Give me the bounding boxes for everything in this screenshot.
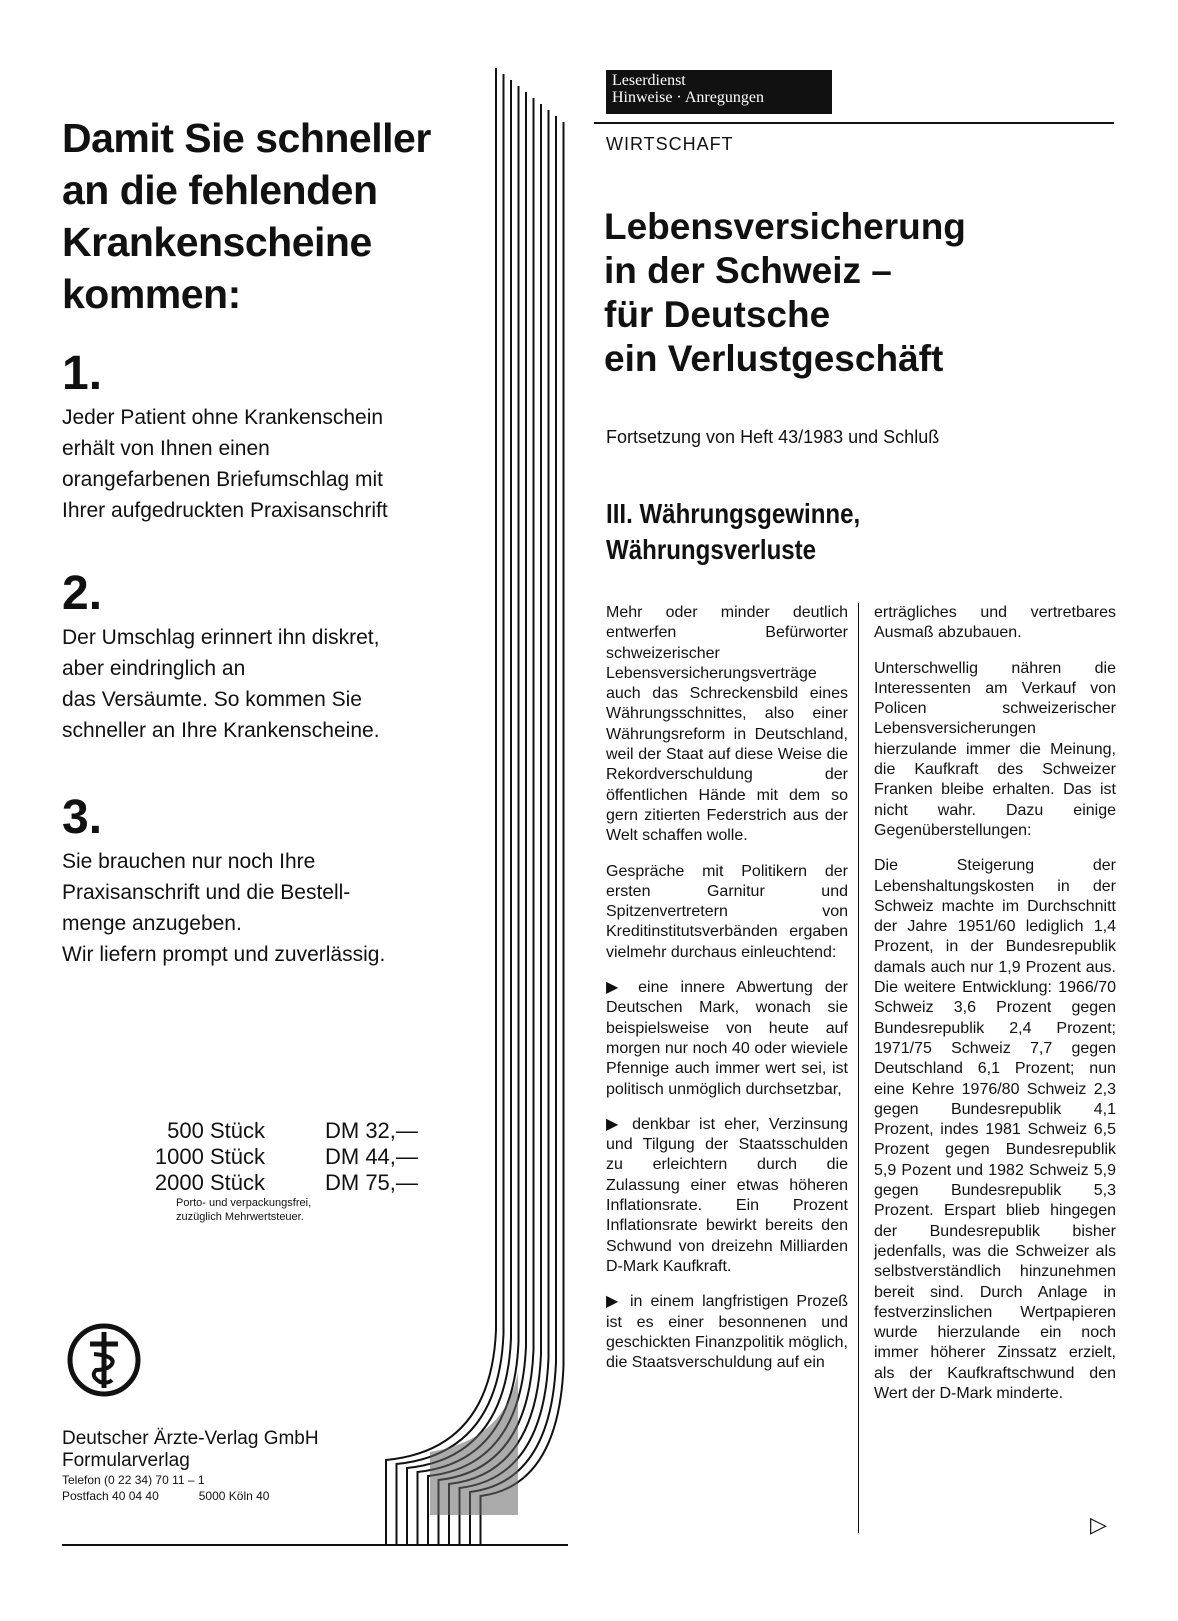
- price-note-line: zuzüglich Mehrwertsteuer.: [176, 1211, 304, 1223]
- reader-service-badge: [606, 70, 832, 114]
- section-label: WIRTSCHAFT: [606, 134, 734, 154]
- price-note-line: Porto- und verpackungsfrei,: [176, 1197, 312, 1209]
- price-note: [176, 1196, 311, 1224]
- title-line: für Deutsche: [604, 294, 831, 335]
- publisher-postbox: Postfach 40 04 40: [62, 1489, 159, 1503]
- price-quantity: 500 Stück: [167, 1118, 265, 1143]
- price-row: [60, 1144, 440, 1170]
- price-quantity: 2000 Stück: [154, 1170, 265, 1195]
- ad-headline-line: Damit Sie schneller: [62, 115, 431, 161]
- step-line: Wir liefern prompt und zuverlässig.: [62, 943, 386, 966]
- paragraph: Mehr oder minder deutlich entwerfen Befürworter schweizerischer Lebensversicherungsverträge auch das Schreckensbild eines Währungsschnittes, also einer Währungsreform in Deutschland, weil der Staat auf diese Weise die Rekordverschuldung der öffentlichen Hände mit dem so gern zitierten Federstrich aus der Welt schaffen wolle.: [606, 604, 848, 845]
- step-line: Der Umschlag erinnert ihn diskret,: [62, 626, 380, 649]
- step-line: Sie brauchen nur noch Ihre: [62, 850, 316, 873]
- title-line: Lebensversicherung: [604, 206, 966, 247]
- step-line: das Versäumte. So kommen Sie: [62, 688, 362, 711]
- badge-line: Hinweise · Anregungen: [612, 89, 764, 106]
- paragraph: ▶ in einem langfristigen Prozeß ist es einer besonnenen und geschickten Finanzpolitik möglich, die Staatsverschuldung auf ein: [606, 1293, 848, 1372]
- step-line: Jeder Patient ohne Krankenschein: [62, 406, 384, 429]
- price-row: [60, 1118, 440, 1144]
- ad-headline-line: an die fehlenden: [62, 167, 378, 213]
- article-title: [604, 205, 1104, 381]
- continue-arrow-icon: ▷: [1090, 1512, 1107, 1537]
- paragraph: Die Steigerung der Lebenshaltungskosten in der Schweiz machte im Durchschnitt der Jahre 1951/60 lediglich 1,4 Prozent, in der Bundesrepublik damals auch nur 1,9 Prozent aus. Die weitere Entwicklung: 1966/70 Schweiz 3,6 Prozent gegen Bundesrepublik 2,4 Prozent; 1971/75 Schweiz 7,7 gegen Deutschland 6,1 Prozent; nun eine Kehre 1976/80 Schweiz 2,3 gegen Bundesrepublik 4,1 Prozent, indes 1981 Schweiz 6,5 Prozent gegen Bundesrepublik 5,9 Pozent und 1982 Schweiz 5,9 gegen Bundesrepublik 5,3 Prozent. Erspart blieb hingegen der Bundesrepublik bisher jedenfalls, was die Schweizer als selbstverständlich hinzunehmen bereit sind. Durch Anlage in festverzinslichen Wertpapieren wurde hierzulande ein noch immer höherer Zinssatz erzielt, als der Kaufkraftschwund den Wert der D-Mark minderte.: [874, 857, 1116, 1402]
- title-line: in der Schweiz –: [604, 250, 892, 291]
- price-amount: DM 75,—: [325, 1170, 418, 1195]
- step-line: menge anzugeben.: [62, 912, 242, 935]
- price-amount: DM 44,—: [325, 1144, 418, 1169]
- subhead-line: Währungsverluste: [606, 534, 817, 565]
- step-3-number: 3.: [62, 791, 103, 844]
- paragraph: Gespräche mit Politikern der ersten Garnitur und Spitzenvertretern von Kreditinstitutsverbänden ergaben vielmehr durchaus einleuchtend:: [606, 862, 848, 961]
- publisher-name: Deutscher Ärzte-Verlag GmbH: [62, 1428, 319, 1449]
- publisher-city: 5000 Köln 40: [198, 1489, 270, 1503]
- step-line: erhält von Ihnen einen: [62, 437, 270, 460]
- title-line: ein Verlustgeschäft: [604, 338, 944, 379]
- top-rule: [594, 122, 1114, 124]
- ad-headline-line: Krankenscheine: [62, 219, 372, 265]
- step-line: Ihrer aufgedruckten Praxisanschrift: [62, 499, 388, 522]
- step-2-number: 2.: [62, 567, 103, 620]
- subhead-line: III. Währungsgewinne,: [606, 498, 861, 529]
- continuation-note: Fortsetzung von Heft 43/1983 und Schluß: [606, 427, 940, 447]
- advertisement: [62, 100, 502, 970]
- step-line: aber eindringlich an: [62, 657, 246, 680]
- price-quantity: 1000 Stück: [154, 1144, 265, 1169]
- price-row: [60, 1170, 440, 1196]
- step-3-text: [62, 846, 502, 970]
- price-amount: DM 32,—: [325, 1118, 418, 1143]
- ad-headline-line: kommen:: [62, 271, 241, 317]
- step-2-text: [62, 622, 502, 746]
- step-line: Praxisanschrift und die Bestell-: [62, 881, 351, 904]
- article-subhead: [606, 496, 1036, 568]
- column-divider: [858, 603, 859, 1533]
- step-line: orangefarbenen Briefumschlag mit: [62, 468, 384, 491]
- paragraph: Unterschwellig nähren die Interessenten am Verkauf von Policen schweizerischer Lebensversicherungen hierzulande immer die Meinung, die Kaufkraft des Schweizer Franken bleibe erhalten. Das ist nicht wahr. Dazu einige Gegenüberstellungen:: [874, 659, 1116, 839]
- paragraph: ▶ denkbar ist eher, Verzinsung und Tilgung der Staatsschulden zu erleichtern durch die Zulassung einer etwas höheren Inflationsrate. Ein Prozent Inflationsrate bewirkt bereits den Schwund von dreizehn Milliarden D-Mark Kaufkraft.: [606, 1115, 848, 1275]
- publisher-dept: Formularverlag: [62, 1450, 190, 1471]
- badge-line: Leserdienst: [612, 72, 686, 89]
- ad-headline: [62, 112, 502, 320]
- paragraph: ▶ eine innere Abwertung der Deutschen Mark, wonach sie beispielsweise von heute auf morgen nur noch 40 oder wieviele Pfennige auch immer wert sei, ist politisch unmöglich durchsetzbar,: [606, 979, 848, 1098]
- step-1-text: [62, 402, 502, 526]
- step-1-number: 1.: [62, 347, 103, 400]
- publisher-address: [62, 1488, 319, 1504]
- article-column-1: [606, 603, 848, 1388]
- paragraph: erträgliches und vertretbares Ausmaß abzubauen.: [874, 604, 1116, 642]
- aesculapian-staff-icon: [64, 1320, 144, 1400]
- publisher-phone: Telefon (0 22 34) 70 11 – 1: [62, 1473, 205, 1487]
- publisher-block: [62, 1428, 319, 1504]
- price-list: [60, 1118, 440, 1196]
- step-line: schneller an Ihre Krankenscheine.: [62, 719, 380, 742]
- article-column-2: [874, 603, 1116, 1419]
